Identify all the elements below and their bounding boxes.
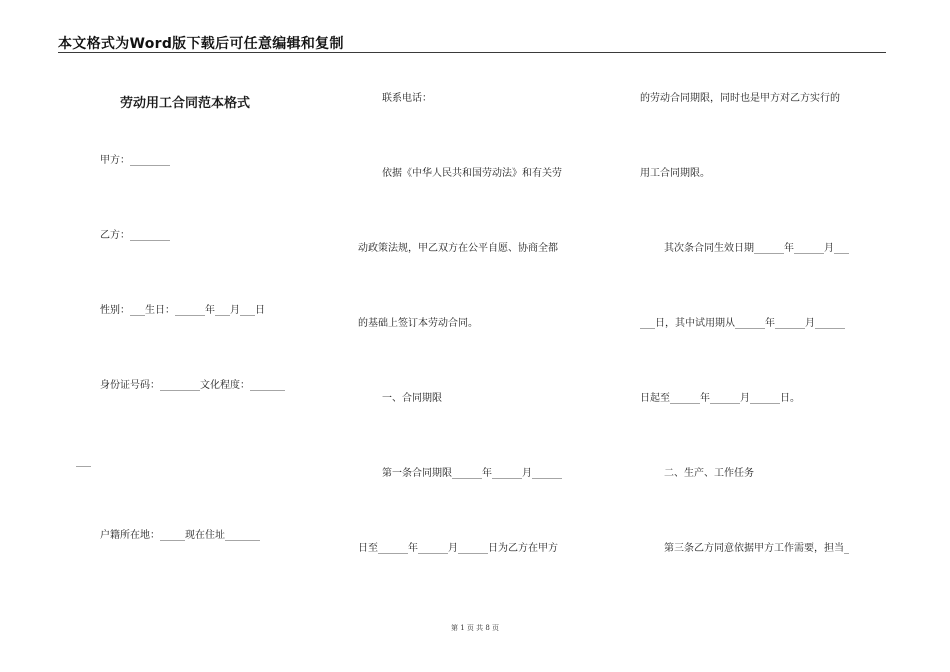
party-a-line: 甲方：________: [100, 155, 170, 166]
id-education-line: 身份证号码：________文化程度：_______: [100, 380, 285, 391]
section-production-tasks: 二、生产、工作任务: [664, 468, 754, 479]
col3-line-2: 用工合同期限。: [640, 168, 710, 179]
section-contract-term: 一、合同期限: [382, 393, 442, 404]
page-header: [58, 30, 886, 53]
article-3-line-1: 第三条乙方同意依据甲方工作需要，担当_: [664, 543, 849, 554]
basis-line-1: 依据《中华人民共和国劳动法》和有关劳: [382, 168, 562, 179]
basis-line-3: 的基础上签订本劳动合同。: [358, 318, 478, 329]
col3-line-1: 的劳动合同期限，同时也是甲方对乙方实行的: [640, 93, 840, 104]
page-number: 第 1 页 共 8 页: [450, 624, 500, 632]
article-2-line-2: ___日，其中试用期从______年______月______: [640, 318, 845, 329]
header-text: 本文格式为Word版下载后可任意编辑和复制: [58, 36, 344, 52]
article-1-line-1: 第一条合同期限______年______月______: [382, 468, 562, 479]
document-title: 劳动用工合同范本格式: [120, 96, 251, 111]
basis-line-2: 动政策法规，甲乙双方在公平自愿、协商全都: [358, 243, 558, 254]
continuation-dash: ___: [76, 456, 91, 467]
party-b-line: 乙方：________: [100, 230, 170, 241]
gender-birth-line: 性别：___生日：______年___月___日: [100, 305, 265, 316]
article-2-line-3: 日起至______年______月______日。: [640, 393, 800, 404]
household-address-line: 户籍所在地：_____现在住址_______: [100, 530, 260, 541]
article-1-line-2: 日至______年______月______日为乙方在甲方: [358, 543, 558, 554]
article-2-line-1: 其次条合同生效日期______年______月___: [664, 243, 849, 254]
contact-phone-line: 联系电话：: [382, 93, 432, 104]
